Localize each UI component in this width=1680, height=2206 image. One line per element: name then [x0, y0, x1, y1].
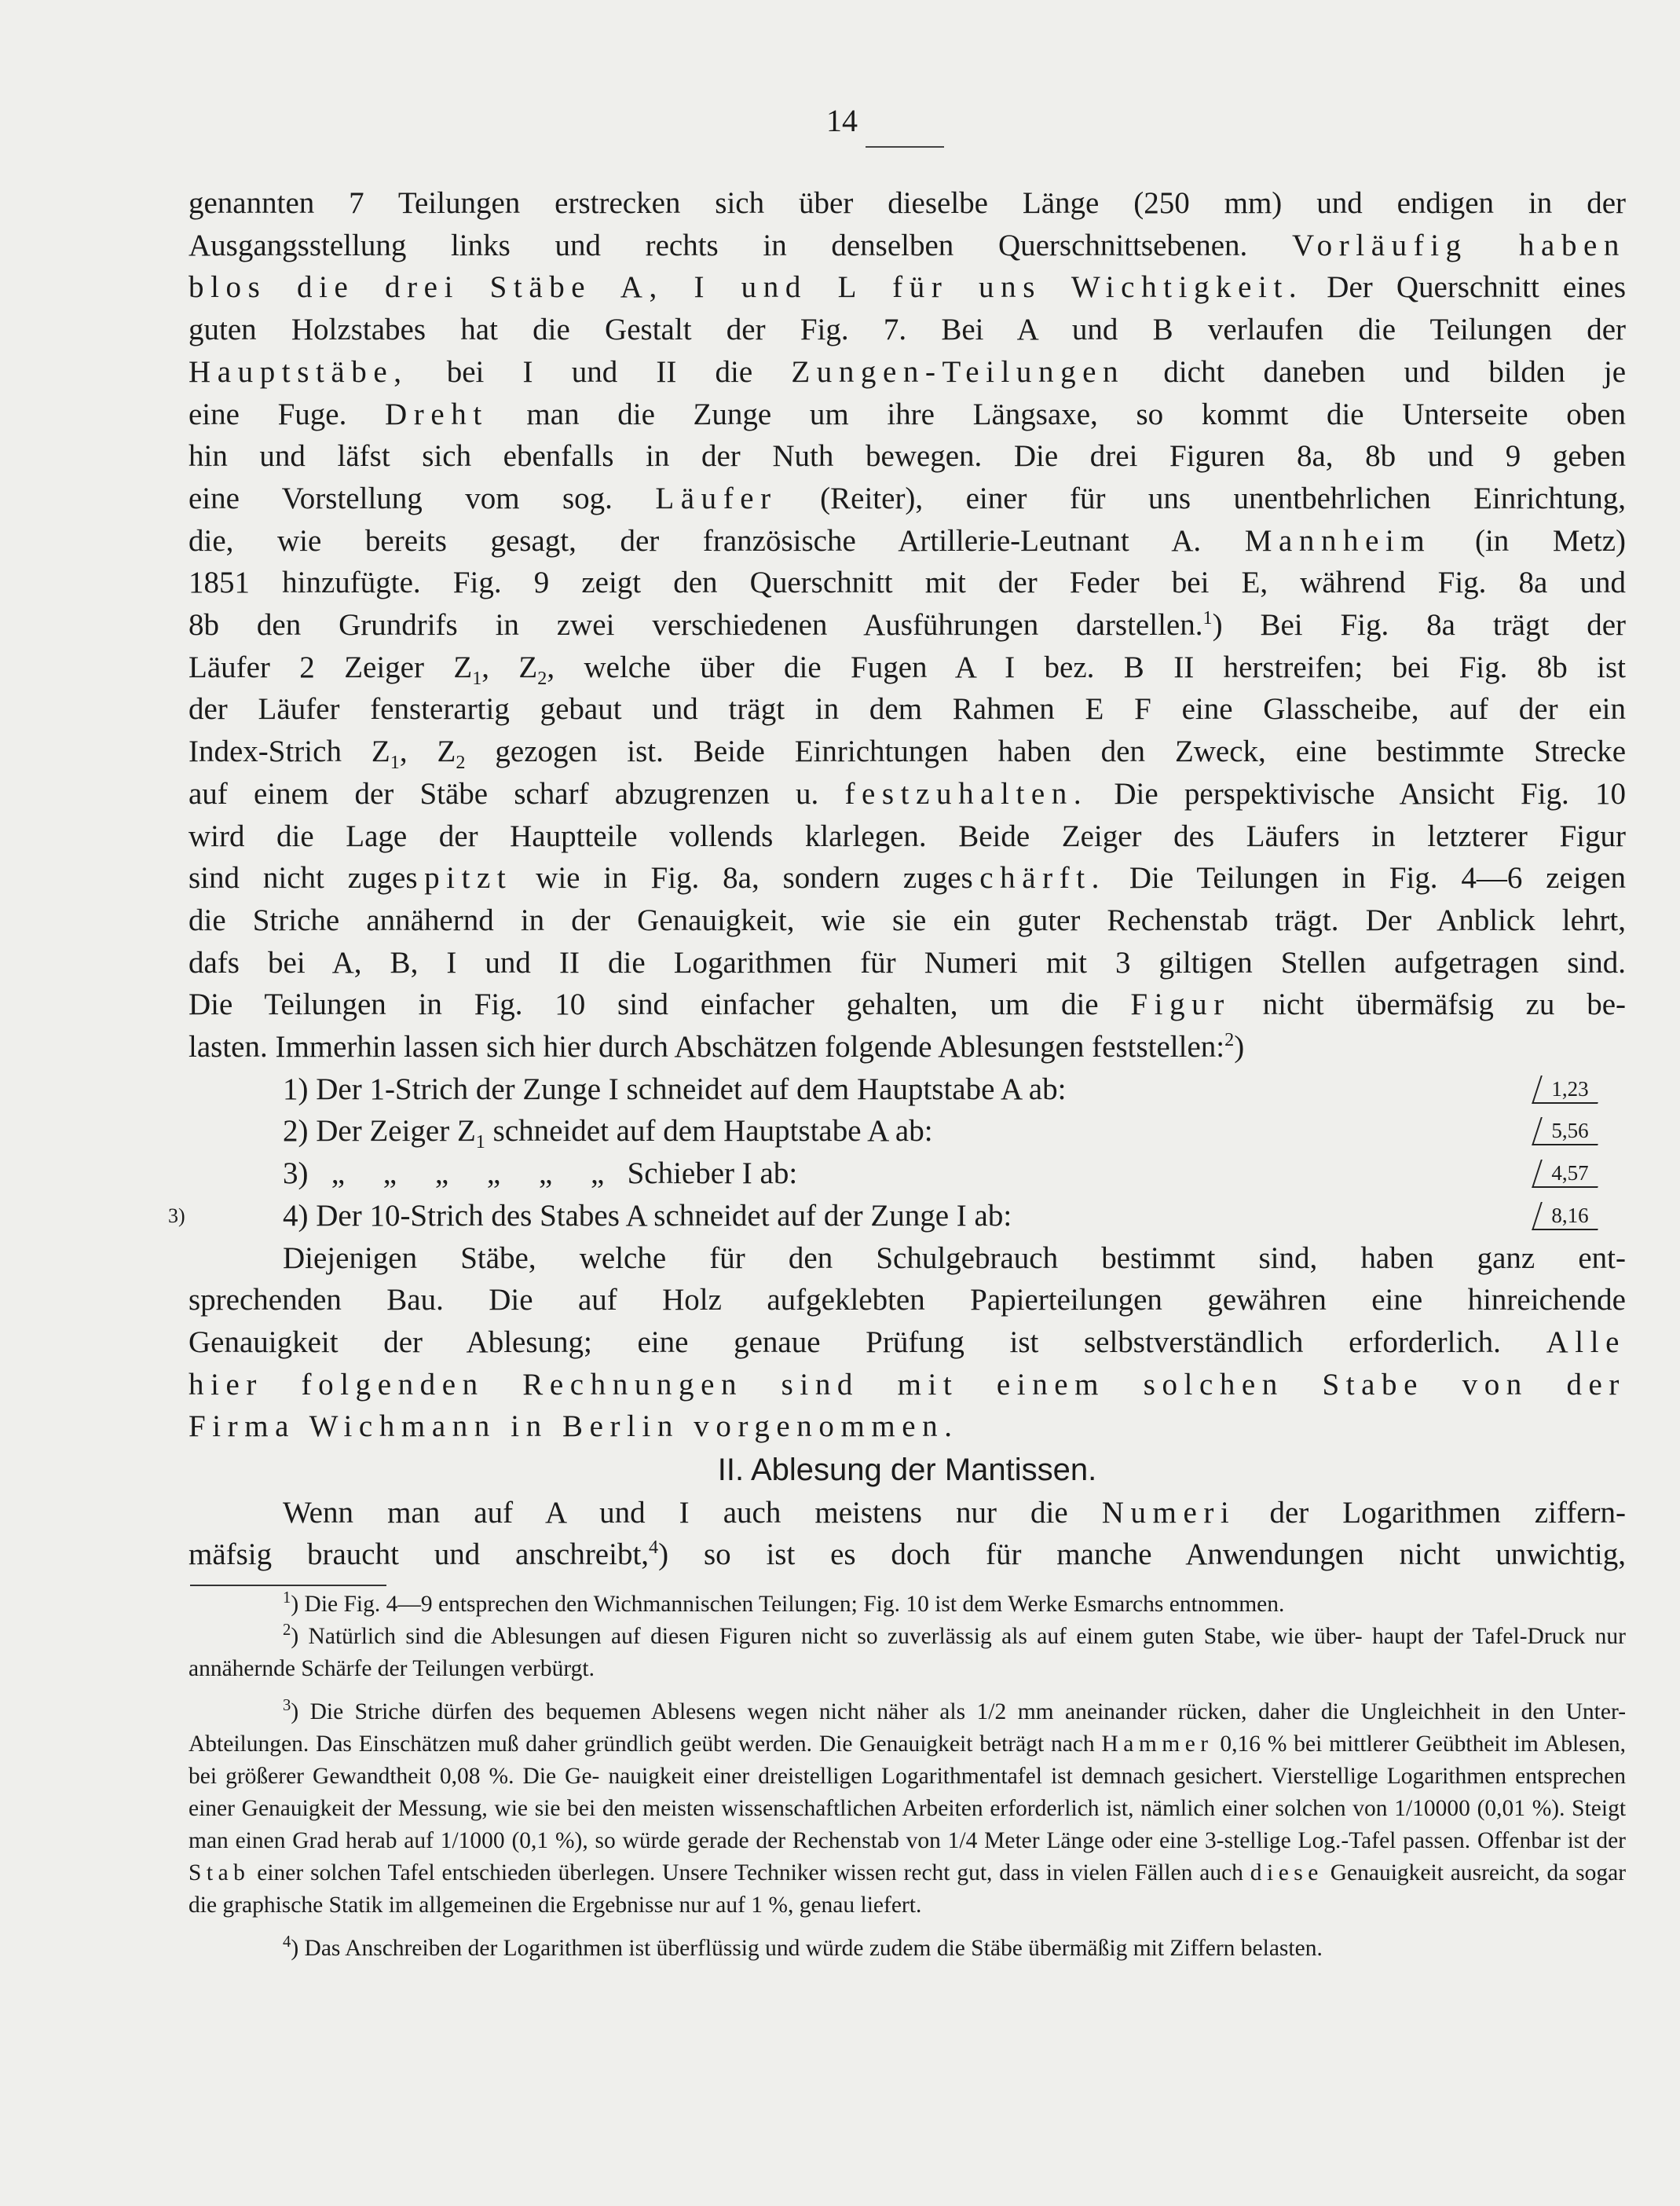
- reading-value-box: 5,56: [1532, 1117, 1607, 1145]
- text-line: Die Teilungen in Fig. 10 sind einfacher gehalten, um die Figur nicht übermäfsig zu be-: [188, 988, 1627, 1022]
- reading-2: 2) Der Zeiger $Z_1$ schneidet auf dem Hauptstabe A ab: 5,56: [188, 1110, 1626, 1152]
- text-line: Genauigkeit der Ablesung; eine genaue Prüfung ist selbstverständlich erforderlich. Alle: [188, 1325, 1626, 1359]
- reading-value-box: 1,23: [1532, 1076, 1607, 1104]
- text-line: 1851 hinzufügte. Fig. 9 zeigt den Querschnitt mit der Feder bei E, während Fig. 8a und: [188, 566, 1626, 600]
- text-line: wird die Lage der Hauptteile vollends klarlegen. Beide Zeiger des Läufers in letzterer Figur: [188, 819, 1626, 853]
- footnote-2: $^2$) Natürlich sind die Ablesungen auf diesen Figuren nicht so zuverlässig als auf einem guten Stabe, wie über- haupt der Tafel-Druck nur annähernde Schärfe der Teilungen verbürgt.: [188, 1622, 1626, 1681]
- text-line: Wenn man auf A und I auch meistens nur die Numeri der Logarithmen ziffern-: [283, 1495, 1627, 1530]
- text-line: sind nicht zugespitzt wie in Fig. 8a, sondern zugeschärft. Die Teilungen in Fig. 4—6 zeigen: [188, 861, 1627, 896]
- reading-4: 4) Der 10-Strich des Stabes A schneidet auf der Zunge I ab: 8,16 3): [188, 1195, 1626, 1237]
- text-line: Ausgangsstellung links und rechts in denselben Querschnittsebenen. Vorläufig haben: [188, 228, 1626, 262]
- footnote-mark: 1: [1202, 607, 1213, 629]
- text-line: Diejenigen Stäbe, welche für den Schulgebrauch bestimmt sind, haben ganz ent-: [283, 1240, 1626, 1275]
- text-line: guten Holzstabes hat die Gestalt der Fig. 7. Bei A und B verlaufen die Teilungen der: [188, 313, 1626, 347]
- text-line: Läufer 2 Zeiger $Z_1$, $Z_2$, welche über die Fugen A I bez. B II herstreifen; bei Fig. 8b ist: [188, 650, 1626, 689]
- text-line: Hauptstäbe, bei I und II die Zungen-Teilungen dicht daneben und bilden je: [188, 354, 1627, 389]
- reading-3: 3) „ „ „ „ „ „ Schieber I ab: 4,57: [188, 1152, 1626, 1195]
- text-line: mäfsig braucht und anschreibt,$^4$) so ist es doch für manche Anwendungen nicht unwichtig,: [188, 1537, 1627, 1572]
- text-line: der Läufer fensterartig gebaut und trägt in dem Rahmen E F eine Glasscheibe, auf der ein: [188, 692, 1626, 727]
- text-line: blos die drei Stäbe A, I und L für uns Wichtigkeit. Der Querschnitt eines: [188, 270, 1627, 305]
- footnote-4: $^4$) Das Anschreiben der Logarithmen ist überflüssig und würde zudem die Stäbe übermäßig mit Ziffern belasten.: [283, 1933, 1323, 1961]
- reading-value-box: 8,16: [1532, 1202, 1607, 1230]
- text-line: eine Fuge. Dreht man die Zunge um ihre Längsaxe, so kommt die Unterseite oben: [188, 397, 1627, 431]
- section-heading: II. Ablesung der Mantissen.: [717, 1453, 1097, 1488]
- footnote-mark: 3): [168, 1204, 185, 1227]
- text-line: genannten 7 Teilungen erstrecken sich über dieselbe Länge (250 mm) und endigen in der: [188, 186, 1626, 220]
- text-line: die, wie bereits gesagt, der französische Artillerie-Leutnant A. Mannheim (in Metz): [188, 523, 1626, 558]
- reading-value-box: 4,57: [1532, 1160, 1607, 1188]
- text-line: die Striche annähernd in der Genauigkeit, wie sie ein guter Rechenstab trägt. Der Anblick lehrt,: [188, 903, 1626, 937]
- footnotes: [188, 1589, 1626, 1965]
- reading-1: 1) Der 1-Strich der Zunge I schneidet auf dem Hauptstabe A ab: 1,23: [188, 1068, 1626, 1111]
- page-number-rule: [866, 146, 944, 148]
- page-number: 14: [826, 103, 858, 138]
- footnote-3: $^3$) Die Striche dürfen des bequemen Ablesens wegen nicht näher als 1/2 mm aneinander rücken, daher die Ungleichheit in den Unter-Abteilungen. Das Einschätzen muß daher gründlich geübt werden. Die Genauigkeit beträgt nach Hammer 0,16 % bei mittlerer Geübtheit im Ablesen, bei größerer Gewandtheit 0,08 %. Die Ge- nauigkeit einer dreistelligen Logarithmentafel ist demnach gesichert. Vierstellige Logarithmen entsprechen einer Genauigkeit der Messung, wie sie bei den meisten wissenschaftlichen Arbeiten erforderlich ist, nämlich einer solchen von 1/10000 (0,01 %). Steigt man einen Grad herab auf 1/1000 (0,1 %), so würde gerade der Rechenstab von 1/4 Meter Länge oder eine 3-stellige Log.-Tafel passen. Offenbar ist der Stab einer solchen Tafel entschieden überlegen. Unsere Techniker wissen recht gut, dass in vielen Fällen auch diese Genauigkeit ausreicht, da sogar die graphische Statik im allgemeinen die Ergebnisse nur auf 1 %, genau liefert.: [188, 1697, 1627, 1918]
- main-text: [168, 182, 1627, 1576]
- text-line: lasten. Immerhin lassen sich hier durch Abschätzen folgende Ablesungen feststellen:$^2$): [188, 1029, 1245, 1065]
- text-line: hier folgenden Rechnungen sind mit einem solchen Stabe von der: [188, 1367, 1626, 1402]
- text-line: Index-Strich $Z_1$, $Z_2$ gezogen ist. Beide Einrichtungen haben den Zweck, eine bestimmte Strecke: [188, 735, 1627, 773]
- text-line: dafs bei A, B, I und II die Logarithmen für Numeri mit 3 giltigen Stellen aufgetragen sind.: [188, 945, 1626, 980]
- text-line: Firma Wichmann in Berlin vorgenommen.: [188, 1409, 959, 1444]
- footnote-rule: [190, 1585, 386, 1586]
- text-line: hin und läfst sich ebenfalls in der Nuth bewegen. Die drei Figuren 8a, 8b und 9 geben: [188, 439, 1626, 474]
- text-line: eine Vorstellung vom sog. Läufer (Reiter), einer für uns unentbehrlichen Einrichtung,: [188, 481, 1626, 515]
- text-line: sprechenden Bau. Die auf Holz aufgeklebten Papierteilungen gewähren eine hinreichende: [188, 1283, 1626, 1317]
- text-line: auf einem der Stäbe scharf abzugrenzen u. festzuhalten. Die perspektivische Ansicht Fig. 10: [188, 776, 1627, 811]
- footnote-1: $^1$) Die Fig. 4—9 entsprechen den Wichmannischen Teilungen; Fig. 10 ist dem Werke Esmarchs entnommen.: [283, 1589, 1285, 1617]
- text-line: 8b den Grundrifs in zwei verschiedenen Ausführungen darstellen.$^1$) Bei Fig. 8a trägt der: [188, 607, 1626, 643]
